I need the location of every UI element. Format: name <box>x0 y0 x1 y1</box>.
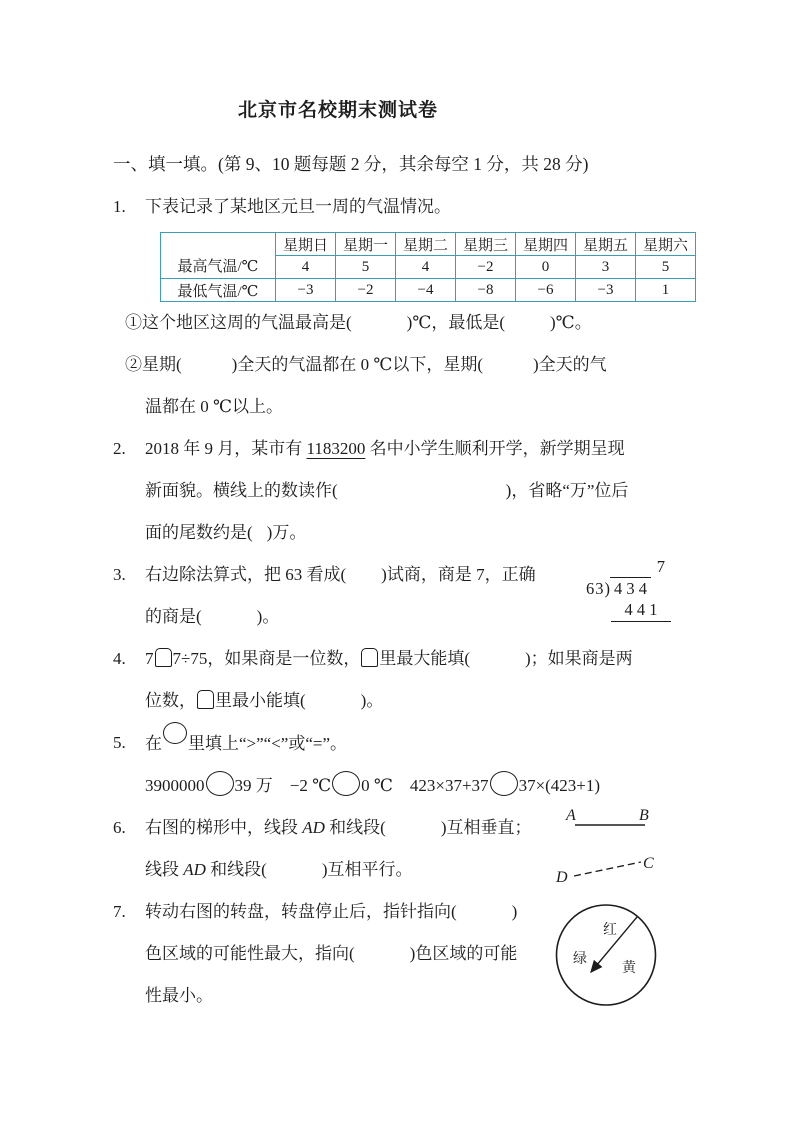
question-number: 2. <box>113 439 126 458</box>
text-run: )全天的气 <box>533 355 607 374</box>
column-header-day: 星期一 <box>336 233 396 256</box>
underlined-number: 1183200 <box>306 439 366 458</box>
row-header-high-temp: 最高气温/℃ <box>161 233 276 279</box>
high-temp-value: 5 <box>636 256 696 279</box>
text-run: 的商是( <box>145 607 202 626</box>
answer-blank <box>457 916 512 917</box>
question-line <box>125 344 753 386</box>
text-run: 里最小能填( <box>215 691 306 710</box>
low-temp-value: −3 <box>576 279 636 302</box>
text-run: )；如果商是两 <box>525 649 633 668</box>
temperature-table <box>160 232 696 302</box>
division-product: 4 4 1 <box>611 599 671 622</box>
text-run: )色区域的可能 <box>409 944 518 963</box>
trapezoid-figure <box>546 796 696 888</box>
question-line <box>145 386 753 428</box>
answer-blank <box>352 327 407 328</box>
text-run: 性最小。 <box>145 986 213 1005</box>
text-run: 名中小学生顺利开学，新学期呈现 <box>365 439 625 458</box>
text-run: )万。 <box>266 523 307 542</box>
text-run: 0 ℃ 423×37+37 <box>361 776 489 795</box>
vertex-label-c: C <box>643 855 654 872</box>
vertex-label-a: A <box>566 807 576 824</box>
answer-blank <box>306 705 361 706</box>
spinner-label-green: 绿 <box>573 952 587 967</box>
high-temp-value: 5 <box>336 256 396 279</box>
text-run: 和线段( <box>324 818 386 837</box>
division-main-row <box>586 577 672 599</box>
text-run: ②星期( <box>125 355 182 374</box>
text-run: 里最大能填( <box>379 649 471 668</box>
spinner-label-red: 红 <box>603 923 617 938</box>
answer-blank <box>267 874 322 875</box>
text-run: 温都在 0 ℃以上。 <box>145 397 284 416</box>
digit-box <box>155 648 172 667</box>
low-temp-value: −8 <box>456 279 516 302</box>
text-run: 和线段( <box>205 860 267 879</box>
text-run: )。 <box>256 607 280 626</box>
answer-blank <box>338 495 506 496</box>
text-run: )，省略“万”位后 <box>505 481 629 500</box>
column-header-day: 星期日 <box>276 233 336 256</box>
text-run: )互相垂直； <box>440 818 532 837</box>
text-run: )℃，最低是( <box>406 313 506 332</box>
high-temp-value: 3 <box>576 256 636 279</box>
compare-circle <box>206 771 234 796</box>
segment-name: AD <box>183 860 206 879</box>
answer-blank <box>505 327 550 328</box>
text-run: 37×(423+1) <box>518 776 601 795</box>
column-header-day: 星期四 <box>516 233 576 256</box>
low-temp-value: −3 <box>276 279 336 302</box>
temperature-table-body <box>161 233 696 302</box>
vertex-label-b: B <box>639 807 649 824</box>
vertex-label-d: D <box>556 869 568 886</box>
text-run: 里填上“>”“<”或“=”。 <box>188 734 348 753</box>
text-run: 右图的梯形中，线段 <box>145 818 303 837</box>
question-number: 4. <box>113 649 126 668</box>
answer-blank <box>182 369 232 370</box>
text-run: )互相平行。 <box>321 860 413 879</box>
question-line <box>145 680 753 722</box>
text-run: 7 <box>145 649 154 668</box>
text-run: 39 万 −2 ℃ <box>234 776 332 795</box>
column-header-day: 星期三 <box>456 233 516 256</box>
question-number: 1. <box>113 197 126 216</box>
division-quotient: 7 <box>656 557 665 576</box>
answer-blank <box>202 621 257 622</box>
answer-blank <box>470 663 525 664</box>
text-run: 新面貌。横线上的数读作( <box>145 481 338 500</box>
segment-dc-dashed <box>574 862 641 876</box>
table-row <box>161 279 696 302</box>
division-divisor: 63 <box>586 579 605 598</box>
spinner-label-yellow: 黄 <box>622 961 636 976</box>
answer-blank <box>346 579 381 580</box>
table-row <box>161 233 696 256</box>
compare-circle <box>163 722 187 744</box>
text-run: ①这个地区这周的气温最高是( <box>125 313 352 332</box>
column-header-day: 星期二 <box>396 233 456 256</box>
question-number: 5. <box>113 733 126 752</box>
section-heading: 一、填一填。(第 9、10 题每题 2 分，其余每空 1 分，共 28 分) <box>113 154 589 174</box>
text-run: )℃。 <box>550 313 592 332</box>
text-run: 面的尾数约是( <box>145 523 253 542</box>
text-run: 右边除法算式，把 63 看成( <box>145 565 347 584</box>
question-line <box>113 638 753 680</box>
high-temp-value: 4 <box>396 256 456 279</box>
column-header-day: 星期五 <box>576 233 636 256</box>
question-number: 6. <box>113 818 126 837</box>
text-run: 2018 年 9 月，某市有 <box>145 439 307 458</box>
low-temp-value: 1 <box>636 279 696 302</box>
segment-name: AD <box>302 818 325 837</box>
high-temp-value: 0 <box>516 256 576 279</box>
compare-circle <box>332 771 360 796</box>
column-header-day: 星期六 <box>636 233 696 256</box>
low-temp-value: −2 <box>336 279 396 302</box>
question-line <box>145 470 753 512</box>
row-header-low-temp: 最低气温/℃ <box>161 279 276 302</box>
question-1-text: 下表记录了某地区元旦一周的气温情况。 <box>145 197 451 216</box>
answer-blank <box>386 832 441 833</box>
spinner-figure <box>550 900 662 1012</box>
low-temp-value: −4 <box>396 279 456 302</box>
question-line <box>113 722 753 765</box>
digit-box <box>197 690 214 709</box>
page-title: 北京市名校期末测试卷 <box>237 100 438 121</box>
text-run: 色区域的可能性最大，指向( <box>145 944 355 963</box>
answer-blank <box>355 958 410 959</box>
long-division-figure <box>586 556 672 622</box>
question-line <box>113 428 753 470</box>
question-1-stem <box>113 192 753 222</box>
division-dividend: 4 3 4 <box>610 577 651 599</box>
question-line <box>145 512 753 554</box>
text-run: 转动右图的转盘，转盘停止后，指针指向( <box>145 902 457 921</box>
high-temp-value: 4 <box>276 256 336 279</box>
low-temp-value: −6 <box>516 279 576 302</box>
question-number: 7. <box>113 902 126 921</box>
question-number: 3. <box>113 565 126 584</box>
compare-circle <box>490 771 518 796</box>
text-run: )全天的气温都在 0 ℃以下，星期( <box>231 355 484 374</box>
text-run: 在 <box>145 734 162 753</box>
text-run: )。 <box>360 691 384 710</box>
question-line <box>125 302 753 344</box>
answer-blank <box>253 537 267 538</box>
digit-box <box>361 648 378 667</box>
text-run: ) <box>511 902 518 921</box>
text-run: 位数， <box>145 691 196 710</box>
text-run: 3900000 <box>145 776 205 795</box>
text-run: )试商，商是 7，正确 <box>381 565 536 584</box>
high-temp-value: −2 <box>456 256 516 279</box>
answer-blank <box>483 369 533 370</box>
division-bracket: ) <box>604 579 610 598</box>
text-run: 7÷75，如果商是一位数， <box>172 649 361 668</box>
text-run: 线段 <box>145 860 184 879</box>
